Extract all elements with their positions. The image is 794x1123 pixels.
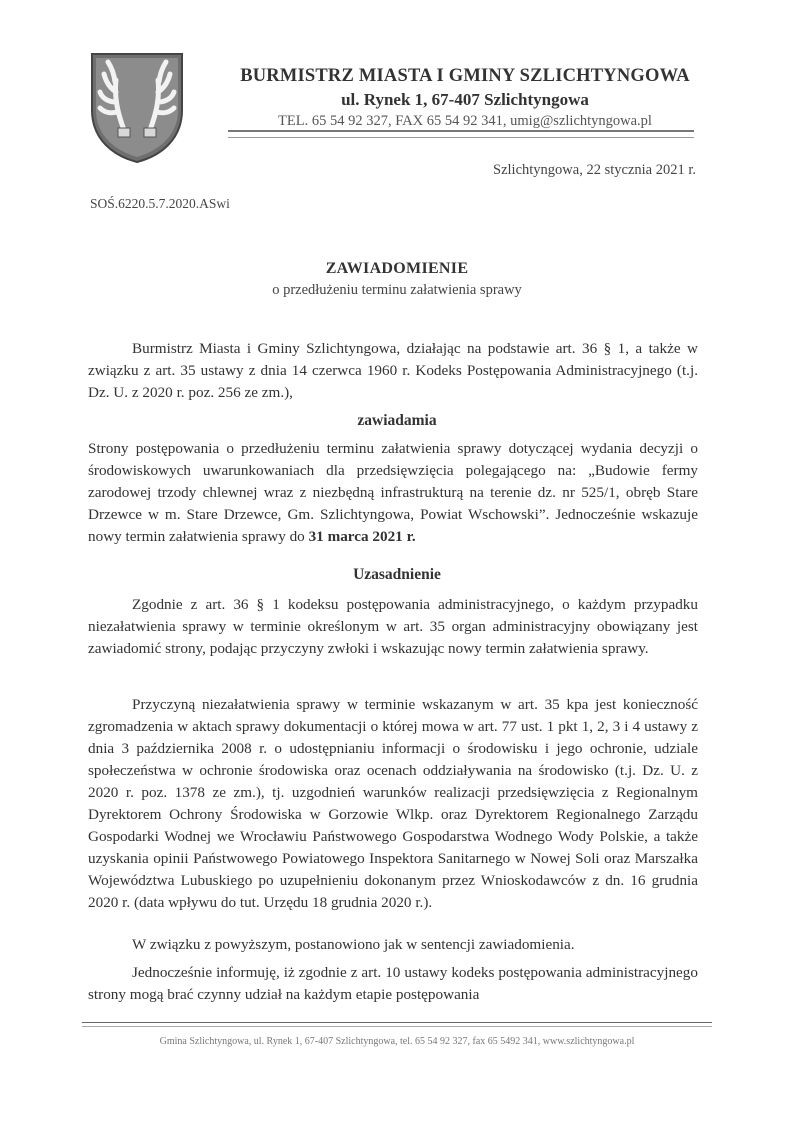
letterhead-contact: TEL. 65 54 92 327, FAX 65 54 92 341, umig@szlichtyngowa.pl [278,113,652,129]
coat-of-arms-icon [90,52,184,164]
document-date: Szlichtyngowa, 22 stycznia 2021 r. [493,162,696,178]
justification-paragraph-1: Zgodnie z art. 36 § 1 kodeksu postępowania administracyjnego, o każdym przypadku niezałatwienia sprawy w terminie określonym w art. 35 organ administracyjny obowiązany jest zawiadomić strony, podając przyczyny zwłoki i wskazując nowy termin załatwienia sprawy. [88,596,698,657]
notify-text: Strony postępowania o przedłużeniu terminu załatwienia sprawy dotyczącej wydania decyzji o środowiskowych uwarunkowaniach dla przedsięwzięcia polegającego na: „Budowie fermy zarodowej trzody chlewnej wraz z niezbędną infrastrukturą na terenie dz. nr 525/1, obręb Stare Drzewce w m. Stare Drzewce, Gm. Szlichtyngowa, Powiat Wschowski”. Jednocześnie wskazuje nowy termin załatwienia sprawy do [88,440,698,545]
justification-paragraph-4: Jednocześnie informuję, iż zgodnie z art. 10 ustawy kodeks postępowania administracyjnego strony mogą brać czynny udział na każdym etapie postępowania [88,964,698,1003]
justification-heading: Uzasadnienie [353,566,441,583]
notify-heading: zawiadamia [357,412,437,429]
footer-divider [82,1022,712,1027]
letterhead-title: BURMISTRZ MIASTA I GMINY SZLICHTYNGOWA [240,66,690,86]
letterhead-divider [228,130,694,138]
intro-paragraph: Burmistrz Miasta i Gminy Szlichtyngowa, działając na podstawie art. 36 § 1, a także w związku z art. 35 ustawy z dnia 14 czerwca 1960 r. Kodeks Postępowania Administracyjnego (t.j. Dz. U. z 2020 r. poz. 256 ze zm.), [88,340,698,401]
letterhead [200,66,730,130]
case-reference: SOŚ.6220.5.7.2020.ASwi [90,196,230,211]
letterhead-address: ul. Rynek 1, 67-407 Szlichtyngowa [341,90,589,109]
justification-paragraph-3: W związku z powyższym, postanowiono jak w sentencji zawiadomienia. [132,936,575,953]
notify-paragraph [88,438,698,548]
justification-paragraph-2: Przyczyną niezałatwienia sprawy w terminie wskazanym w art. 35 kpa jest konieczność zgromadzenia w aktach sprawy dokumentacji o której mowa w art. 77 ust. 1 pkt 1, 2, 3 i 4 ustawy z dnia 3 października 2008 r. o udostępnianiu informacji o środowisku i jego ochronie, udziale społeczeństwa w ochronie środowiska oraz ocenach oddziaływania na środowisko (t.j. Dz. U. z 2020 r. poz. 1378 ze zm.), tj. uzgodnień warunków realizacji przedsięwzięcia z Regionalnym Dyrektorem Ochrony Środowiska w Gorzowie Wlkp. oraz Dyrektorem Regionalnego Zarządu Gospodarki Wodnej we Wrocławiu Państwowego Gospodarstwa Wodnego Wody Polskie, a także uzyskania opinii Państwowego Powiatowego Inspektora Sanitarnego w Nowej Soli oraz Marszałka Województwa Lubuskiego po uzupełnieniu dokonanym przez Wnioskodawców z dn. 16 grudnia 2020 r. (data wpływu do tut. Urzędu 18 grudnia 2020 r.). [88,696,698,911]
page-footer: Gmina Szlichtyngowa, ul. Rynek 1, 67-407 Szlichtyngowa, tel. 65 54 92 327, fax 65 5492 341, www.szlichtyngowa.pl [159,1036,635,1047]
document-title: ZAWIADOMIENIE [325,260,469,277]
new-deadline: 31 marca 2021 r. [308,528,416,545]
document-subtitle: o przedłużeniu terminu załatwienia sprawy [272,282,522,298]
